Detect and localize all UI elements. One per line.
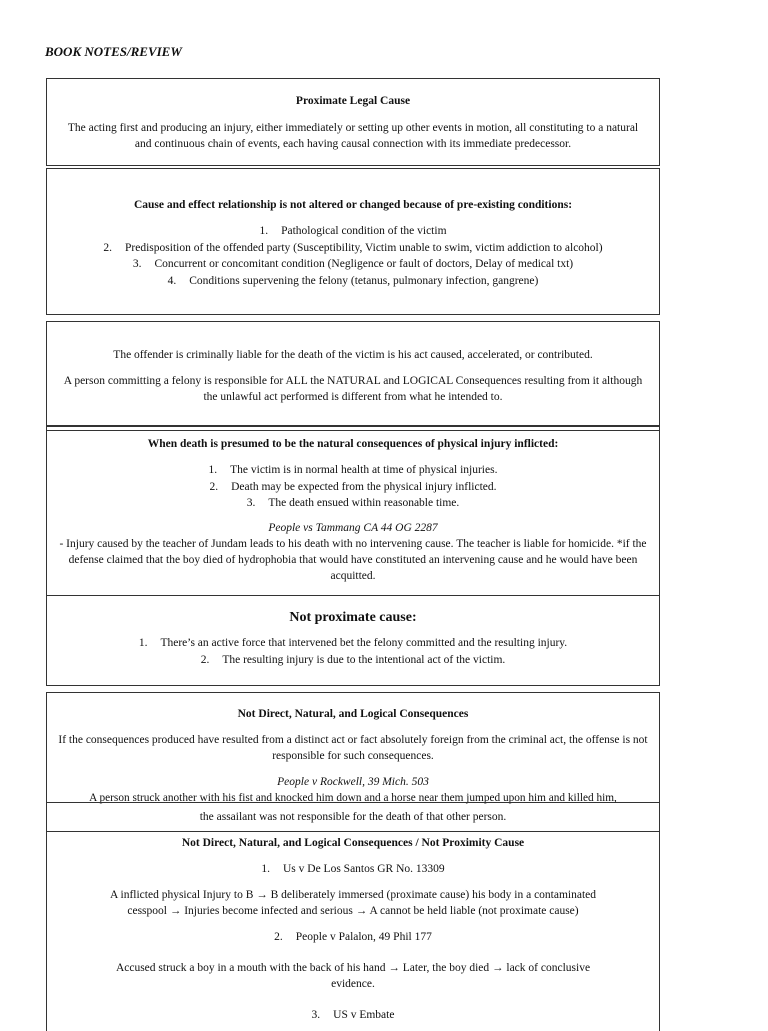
page-header: BOOK NOTES/REVIEW — [45, 44, 182, 59]
case-heading: 3. US v Embate — [311, 1009, 395, 1021]
case-summary: Accused struck a boy in a mouth with the back of his hand → Later, the boy died → lack of conclusive evidence. — [115, 962, 591, 990]
case-citation: People v Rockwell, 39 Mich. 503 — [277, 776, 429, 788]
box-title: Proximate Legal Cause — [295, 95, 411, 107]
list-item: 1. There’s an active force that intervened bet the felony committed and the resulting injury. — [138, 637, 568, 649]
case-heading: 1. Us v De Los Santos GR No. 13309 — [261, 863, 445, 875]
presumption-list — [57, 462, 649, 512]
box-title: When death is presumed to be the natural consequences of physical injury inflicted: — [147, 438, 559, 450]
list-item: 4. Conditions supervening the felony (tetanus, pulmonary infection, gangrene) — [167, 274, 539, 287]
list-item: 1. The victim is in normal health at time of physical injuries. — [208, 464, 498, 476]
felony-responsibility-text: A person committing a felony is responsible for ALL the NATURAL and LOGICAL Consequences resulting from it although the unlawful act performed is different from what he intended to. — [63, 375, 643, 403]
box-title: Not proximate cause: — [289, 610, 417, 625]
not-proximate-list — [57, 635, 649, 668]
case-summary-line: the assailant was not responsible for the death of that other person. — [199, 811, 507, 823]
list-item: 2. Death may be expected from the physical injury inflicted. — [209, 480, 497, 493]
definition-text: The acting first and producing an injury, either immediately or setting up other events in motion, all constituting to a natural and continuous chain of events, each having causal connection with its immediate predecessor. — [67, 122, 639, 150]
case-summary: A inflicted physical Injury to B → B deliberately immersed (proximate cause) his body in a contaminated cesspool → Injuries become infected and serious → A cannot be held liable (not proximate cause) — [109, 889, 597, 917]
not-direct-consequences-box — [46, 692, 660, 832]
divider — [46, 802, 660, 803]
death-presumed-box — [46, 425, 660, 596]
case-summary: - Injury caused by the teacher of Jundam leads to his death with no intervening cause. The teacher is liable for homicide. *if the defense claimed that the boy died of hydrophobia that would have constituted an intervening cause and he would have been acquitted. — [59, 537, 647, 582]
not-proximity-cause-box — [46, 831, 660, 1031]
pre-existing-conditions-box — [46, 168, 660, 315]
box-title: Not Direct, Natural, and Logical Consequences / Not Proximity Cause — [181, 837, 525, 849]
not-proximate-cause-box — [46, 595, 660, 686]
consequences-text: If the consequences produced have resulted from a distinct act or fact absolutely foreign from the criminal act, the offense is not responsible for such consequences. — [58, 734, 648, 762]
liability-text: The offender is criminally liable for the death of the victim is his act caused, accelerated, or contributed. — [113, 349, 593, 361]
criminal-liability-box — [46, 321, 660, 431]
list-item: 2. The resulting injury is due to the intentional act of the victim. — [200, 653, 506, 666]
case-heading: 2. People v Palalon, 49 Phil 177 — [274, 931, 432, 943]
case-summary-line: A person struck another with his fist and knocked him down and a horse near them jumped upon him and killed him, — [89, 792, 617, 804]
list-item: 2. Predisposition of the offended party (Susceptibility, Victim unable to swim, victim addiction to alcohol) — [103, 241, 603, 254]
box-title: Cause and effect relationship is not altered or changed because of pre-existing conditions: — [133, 199, 573, 211]
list-item: 3. The death ensued within reasonable time. — [246, 497, 460, 509]
list-item: 3. Concurrent or concomitant condition (Negligence or fault of doctors, Delay of medical txt) — [132, 258, 574, 270]
conditions-list — [57, 223, 649, 289]
proximate-legal-cause-box — [46, 78, 660, 166]
case-citation: People vs Tammang CA 44 OG 2287 — [268, 521, 438, 534]
list-item: 1. Pathological condition of the victim — [259, 225, 447, 237]
box-title: Not Direct, Natural, and Logical Consequences — [237, 708, 469, 720]
